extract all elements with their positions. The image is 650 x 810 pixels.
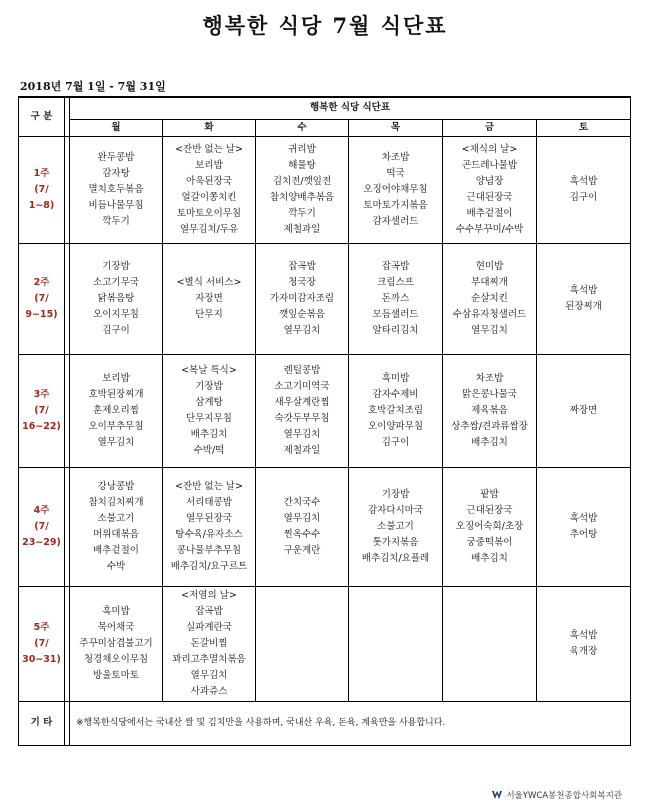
meal-cell bbox=[70, 136, 163, 243]
menu-item: 콩나물부추무침 bbox=[176, 544, 242, 556]
menu-item: 차조밥 bbox=[475, 372, 504, 384]
meal-cell bbox=[443, 467, 537, 586]
menu-item: 톳가지볶음 bbox=[372, 536, 419, 548]
meal-cell bbox=[443, 586, 537, 701]
note-label: 기 타 bbox=[19, 701, 65, 745]
meal-cell bbox=[70, 354, 163, 467]
menu-item: 제철과일 bbox=[283, 444, 321, 456]
menu-item: 배추김치/요플레 bbox=[361, 552, 430, 564]
meal-cell bbox=[537, 586, 631, 701]
week-label bbox=[19, 136, 65, 243]
note-row bbox=[19, 701, 631, 745]
period-range: 2018년 7월 1일 - 7월 31일 bbox=[20, 80, 166, 93]
menu-item: 소불고기 bbox=[377, 520, 414, 532]
meal-cell bbox=[70, 243, 163, 354]
meal-cell bbox=[537, 354, 631, 467]
menu-item: 돈갈비찜 bbox=[190, 637, 228, 649]
menu-item: <별식 서비스> bbox=[176, 276, 242, 288]
menu-item: 기장밥 bbox=[195, 380, 223, 392]
day-header: 토 bbox=[537, 119, 631, 136]
meal-cell bbox=[70, 586, 163, 701]
menu-item: 감자다시마국 bbox=[367, 504, 424, 516]
menu-item: 흑석밥 bbox=[569, 284, 598, 296]
menu-item: 오이부추무침 bbox=[88, 420, 144, 432]
menu-item: 김구이 bbox=[102, 324, 130, 336]
meal-cell bbox=[163, 136, 256, 243]
menu-item: 곤드레나물밥 bbox=[461, 159, 518, 171]
week-row bbox=[19, 136, 631, 243]
menu-item: 부대찌개 bbox=[471, 276, 508, 288]
menu-item: <채식의 날> bbox=[461, 143, 518, 155]
footer-org bbox=[492, 789, 622, 801]
day-header: 월 bbox=[70, 119, 163, 136]
week-label-line: (7/ bbox=[34, 404, 49, 416]
menu-item: 열무김치/두유 bbox=[179, 223, 239, 235]
meal-cell bbox=[443, 354, 537, 467]
week-label-line: 2주 bbox=[33, 276, 50, 288]
menu-item: 양념장 bbox=[475, 175, 504, 187]
menu-item: 김구이 bbox=[569, 191, 598, 203]
menu-item: <저염의 날> bbox=[181, 589, 237, 601]
menu-item: 소불고기 bbox=[97, 512, 135, 524]
menu-item: 열무된장국 bbox=[186, 512, 232, 524]
menu-item: 구운계란 bbox=[283, 544, 321, 556]
menu-item: 닭볶음탕 bbox=[97, 292, 135, 304]
meal-cell bbox=[256, 354, 349, 467]
meal-cell bbox=[537, 243, 631, 354]
week-label-line: 23~29) bbox=[22, 536, 61, 548]
meal-cell bbox=[70, 467, 163, 586]
table-title: 행복한 식당 식단표 bbox=[70, 97, 631, 119]
menu-item: 열무김치 bbox=[97, 436, 135, 448]
menu-item: 흑석밥 bbox=[569, 629, 598, 641]
day-header: 수 bbox=[256, 119, 349, 136]
menu-item: 새우살계란찜 bbox=[274, 396, 330, 408]
menu-item: 호박갈치조림 bbox=[367, 404, 424, 416]
week-label-line: (7/ bbox=[34, 520, 49, 532]
menu-item: 순살치킨 bbox=[471, 292, 508, 304]
menu-item: 크림스프 bbox=[377, 276, 414, 288]
header-row bbox=[19, 97, 631, 119]
menu-item: 열무김치 bbox=[471, 324, 508, 336]
meal-cell bbox=[349, 243, 443, 354]
menu-item: 기장밥 bbox=[102, 260, 130, 272]
menu-item: 짜장면 bbox=[569, 404, 598, 416]
menu-item: 팥밥 bbox=[480, 488, 499, 500]
menu-item: 떡국 bbox=[386, 167, 405, 179]
menu-item: <잔반 없는 날> bbox=[175, 480, 243, 492]
menu-item: 배추김치 bbox=[471, 436, 508, 448]
menu-item: 상추쌈/견과류쌈장 bbox=[451, 420, 528, 432]
menu-item: 소고기미역국 bbox=[274, 380, 330, 392]
week-label-line: (7/ bbox=[34, 637, 49, 649]
menu-item: 수박/떡 bbox=[193, 444, 225, 456]
menu-item: 김구이 bbox=[381, 436, 410, 448]
menu-item: 오징어숙회/초장 bbox=[455, 520, 524, 532]
menu-item: 비듬나물무침 bbox=[88, 199, 144, 211]
menu-item: 모듬샐러드 bbox=[372, 308, 419, 320]
meal-cell bbox=[256, 586, 349, 701]
menu-item: 토마토오이무침 bbox=[176, 207, 242, 219]
week-label bbox=[19, 354, 65, 467]
menu-item: 소고기무국 bbox=[93, 276, 139, 288]
meal-cell bbox=[256, 136, 349, 243]
menu-item: 보리밥 bbox=[102, 372, 130, 384]
menu-item: <잔반 없는 날> bbox=[175, 143, 243, 155]
menu-item: 감자탕 bbox=[102, 167, 130, 179]
menu-item: 감자샐러드 bbox=[372, 215, 419, 227]
meal-cell bbox=[349, 136, 443, 243]
meal-cell bbox=[256, 243, 349, 354]
day-header-row bbox=[19, 119, 631, 136]
menu-item: 수수부꾸미/수박 bbox=[455, 223, 524, 235]
menu-item: 참치김치찌개 bbox=[88, 496, 144, 508]
menu-item: 육개장 bbox=[569, 645, 598, 657]
menu-item: 열무김치 bbox=[283, 428, 321, 440]
menu-item: 머위대볶음 bbox=[93, 528, 139, 540]
menu-item: 근대된장국 bbox=[466, 504, 513, 516]
menu-table bbox=[18, 96, 631, 746]
menu-item: 김치전/깻잎전 bbox=[272, 175, 332, 187]
menu-item: 잡곡밥 bbox=[195, 605, 223, 617]
week-row bbox=[19, 354, 631, 467]
menu-item: 수삼유자청샐러드 bbox=[452, 308, 527, 320]
menu-item: 감자수제비 bbox=[372, 388, 419, 400]
week-label-line: 30~31) bbox=[22, 653, 61, 665]
menu-item: 토마토가지볶음 bbox=[363, 199, 428, 211]
menu-item: 배추겉절이 bbox=[466, 207, 513, 219]
week-row bbox=[19, 467, 631, 586]
menu-item: 보리밥 bbox=[195, 159, 223, 171]
menu-item: 오징어야채무침 bbox=[363, 183, 428, 195]
menu-item: 깻잎순볶음 bbox=[279, 308, 325, 320]
day-header: 금 bbox=[443, 119, 537, 136]
week-label-line: 3주 bbox=[33, 388, 50, 400]
menu-item: 방울토마토 bbox=[93, 669, 139, 681]
week-label-line: 16~22) bbox=[22, 420, 61, 432]
menu-item: 배추김치 bbox=[190, 428, 228, 440]
meal-cell bbox=[349, 354, 443, 467]
menu-item: 배추김치/요구르트 bbox=[170, 560, 248, 572]
menu-item: 훈제오리찜 bbox=[93, 404, 139, 416]
day-header: 화 bbox=[163, 119, 256, 136]
meal-cell bbox=[349, 467, 443, 586]
day-header: 목 bbox=[349, 119, 443, 136]
menu-item: 열무김치 bbox=[283, 512, 321, 524]
menu-item: 오이지무침 bbox=[93, 308, 139, 320]
menu-item: 삼계탕 bbox=[195, 396, 223, 408]
menu-item: 가자미감자조림 bbox=[269, 292, 335, 304]
corner-cell: 구 분 bbox=[19, 97, 65, 136]
menu-item: 수박 bbox=[106, 560, 126, 572]
week-label-line: 1~8) bbox=[28, 199, 55, 211]
meal-cell bbox=[443, 243, 537, 354]
week-label-line: (7/ bbox=[34, 183, 49, 195]
ywca-logo-icon bbox=[492, 790, 502, 800]
menu-item: 깍두기 bbox=[288, 207, 316, 219]
menu-item: 흑석밥 bbox=[569, 175, 598, 187]
menu-item: 된장찌개 bbox=[565, 300, 602, 312]
menu-item: 아욱된장국 bbox=[186, 175, 232, 187]
week-label-line: 5주 bbox=[33, 621, 50, 633]
meal-cell bbox=[163, 467, 256, 586]
menu-item: 흑석밥 bbox=[569, 512, 598, 524]
meal-cell bbox=[256, 467, 349, 586]
week-label-line: 4주 bbox=[33, 504, 50, 516]
menu-item: 렌틸콩밥 bbox=[283, 364, 321, 376]
menu-item: 잡곡밥 bbox=[381, 260, 410, 272]
menu-item: 청국장 bbox=[288, 276, 316, 288]
week-label bbox=[19, 586, 65, 701]
menu-item: 숙갓두부무침 bbox=[274, 412, 330, 424]
menu-item: 자장면 bbox=[195, 292, 223, 304]
meal-cell bbox=[443, 136, 537, 243]
menu-item: 열무김치 bbox=[283, 324, 321, 336]
menu-item: 서리태콩밥 bbox=[186, 496, 232, 508]
note-text: ※행복한식당에서는 국내산 쌀 및 김치만을 사용하며, 국내산 우육, 돈육, 계육만을 사용합니다. bbox=[70, 701, 631, 745]
menu-item: 단무지무침 bbox=[186, 412, 232, 424]
meal-cell bbox=[163, 586, 256, 701]
menu-item: 실파계란국 bbox=[186, 621, 232, 633]
menu-item: 강낭콩밥 bbox=[97, 480, 135, 492]
menu-item: 묵어채국 bbox=[97, 621, 135, 633]
meal-cell bbox=[349, 586, 443, 701]
week-label bbox=[19, 243, 65, 354]
menu-item: 현미밥 bbox=[475, 260, 504, 272]
menu-item: <복날 특식> bbox=[181, 364, 237, 376]
page-title: 행복한 식당 7월 식단표 bbox=[202, 13, 448, 38]
menu-item: 주꾸미삼겹불고기 bbox=[79, 637, 153, 649]
menu-item: 궁중떡볶이 bbox=[466, 536, 513, 548]
meal-cell bbox=[537, 136, 631, 243]
menu-item: 배추김치 bbox=[471, 552, 508, 564]
menu-item: 돈까스 bbox=[381, 292, 410, 304]
menu-item: 제육볶음 bbox=[471, 404, 508, 416]
menu-item: 완두콩밥 bbox=[97, 151, 135, 163]
menu-item: 꽈리고추멸치볶음 bbox=[172, 653, 246, 665]
menu-item: 해물탕 bbox=[288, 159, 316, 171]
menu-item: 단무지 bbox=[195, 308, 223, 320]
meal-cell bbox=[163, 354, 256, 467]
menu-item: 배추겉절이 bbox=[93, 544, 139, 556]
week-label-line: 1주 bbox=[33, 167, 50, 179]
menu-item: 얼갈이쫑치킨 bbox=[181, 191, 237, 203]
menu-item: 멸치호두볶음 bbox=[88, 183, 144, 195]
menu-item: 탕수육/유자소스 bbox=[175, 528, 243, 540]
menu-item: 기장밥 bbox=[381, 488, 410, 500]
menu-item: 흑미밥 bbox=[102, 605, 130, 617]
menu-item: 열무김치 bbox=[190, 669, 228, 681]
menu-item: 참치양배추볶음 bbox=[269, 191, 335, 203]
meal-cell bbox=[163, 243, 256, 354]
week-row bbox=[19, 243, 631, 354]
menu-item: 귀리밥 bbox=[288, 143, 316, 155]
week-label-line: (7/ bbox=[34, 292, 49, 304]
menu-item: 간치국수 bbox=[283, 496, 321, 508]
menu-item: 차조밥 bbox=[381, 151, 410, 163]
menu-item: 근대된장국 bbox=[466, 191, 513, 203]
week-label bbox=[19, 467, 65, 586]
footer-text: 서울YWCA봉천종합사회복지관 bbox=[506, 791, 622, 801]
menu-item: 오이양파무침 bbox=[367, 420, 424, 432]
menu-item: 잡곡밥 bbox=[288, 260, 316, 272]
menu-item: 사과쥬스 bbox=[190, 685, 228, 697]
menu-item: 흑미밥 bbox=[381, 372, 410, 384]
menu-item: 깍두기 bbox=[102, 215, 130, 227]
menu-item: 청경채오이무침 bbox=[83, 653, 149, 665]
menu-item: 호박된장찌개 bbox=[88, 388, 144, 400]
menu-item: 추어탕 bbox=[569, 528, 598, 540]
menu-item: 찐옥수수 bbox=[283, 528, 321, 540]
menu-item: 맑은콩나물국 bbox=[461, 388, 518, 400]
week-label-line: 9~15) bbox=[25, 308, 58, 320]
meal-cell bbox=[537, 467, 631, 586]
week-row bbox=[19, 586, 631, 701]
menu-item: 제철과일 bbox=[283, 223, 321, 235]
menu-item: 알타리김치 bbox=[372, 324, 419, 336]
